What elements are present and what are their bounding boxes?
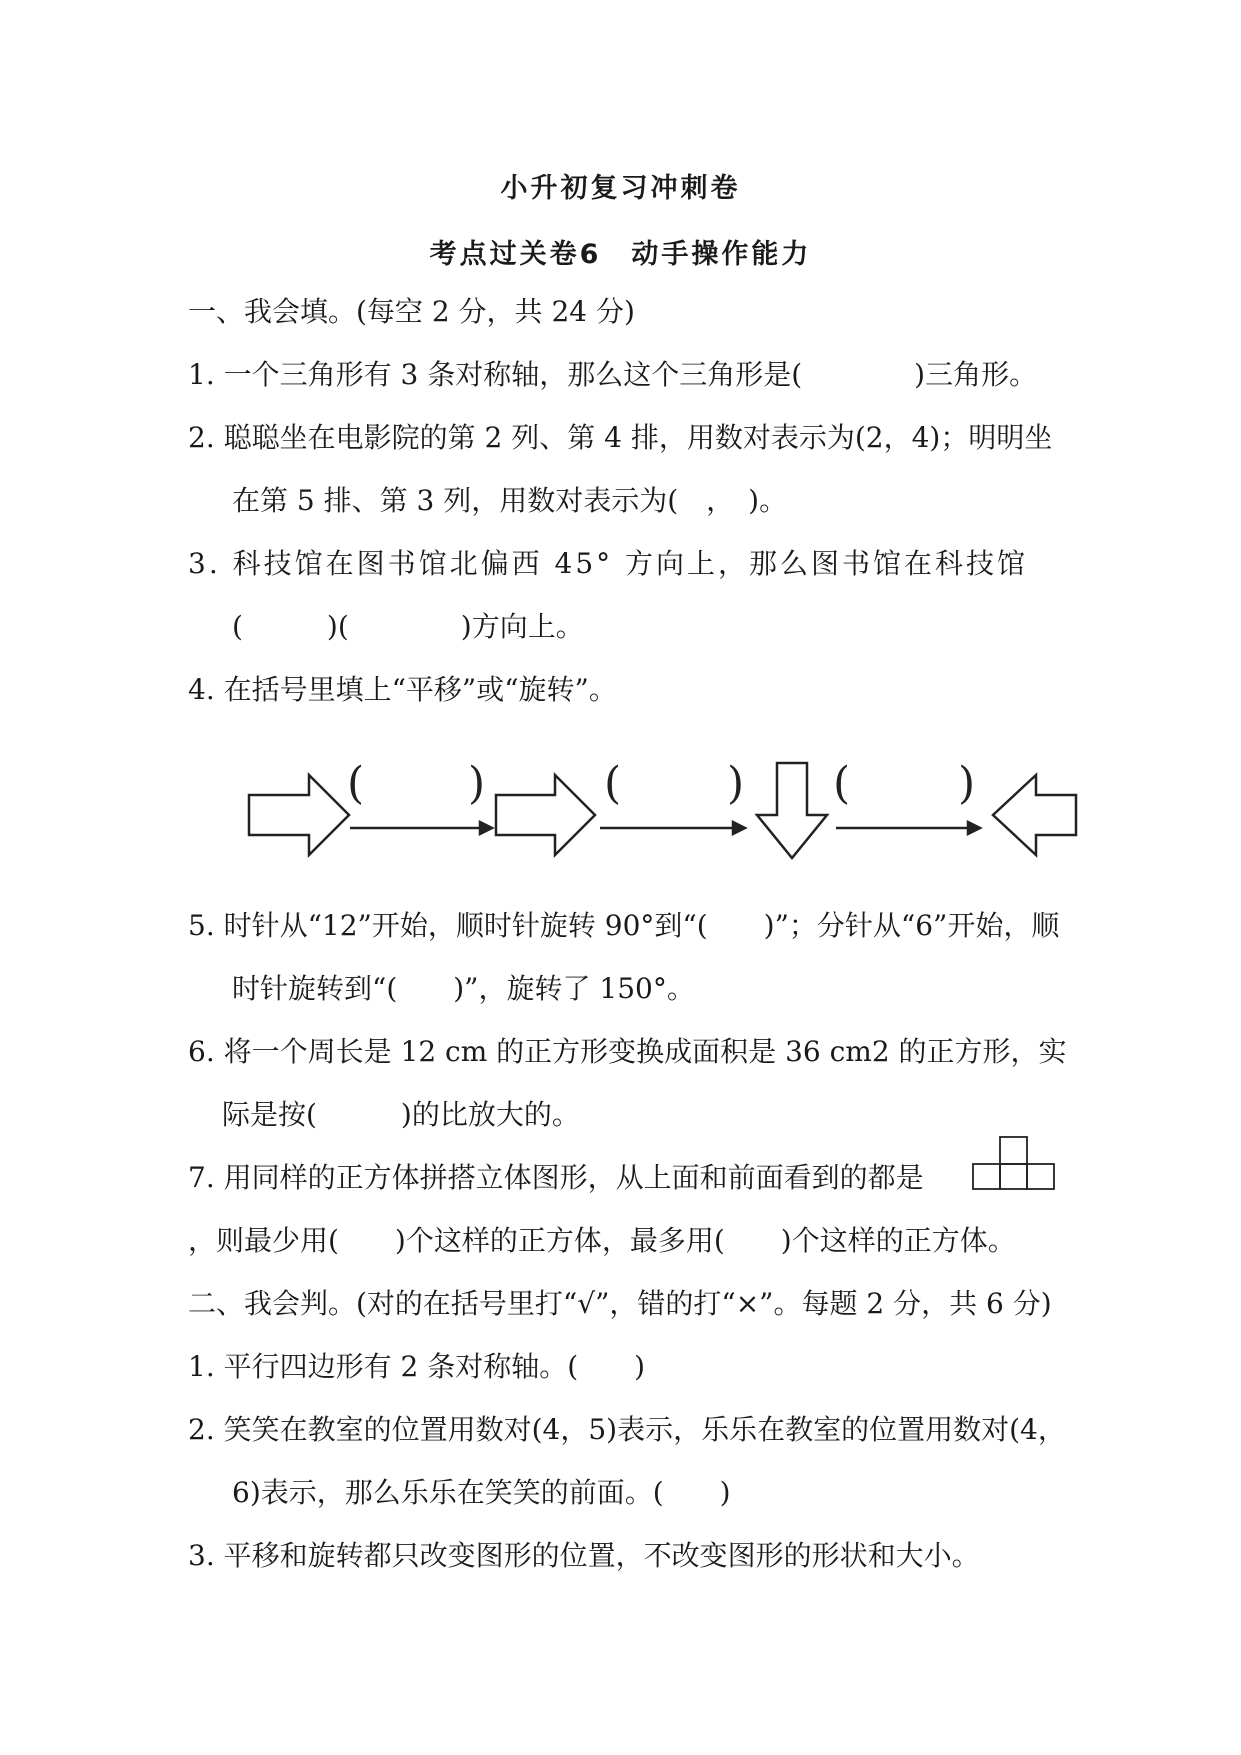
question-1-4: 4. 在括号里填上“平移”或“旋转”。	[188, 673, 617, 706]
section1-heading: 一、我会填。(每空 2 分，共 24 分)	[188, 295, 635, 328]
left-block-arrow	[993, 775, 1076, 855]
question-1-3-line1: 3. 科技馆在图书馆北偏西 45° 方向上，那么图书馆在科技馆	[188, 547, 1029, 580]
q4-paren-close-3: )	[958, 758, 976, 809]
paper-title: 小升初复习冲刺卷	[500, 173, 741, 204]
question-1-2-line2: 在第 5 排、第 3 列，用数对表示为( ， )。	[232, 484, 788, 517]
q4-paren-open-2: (	[604, 758, 622, 809]
cube-view-figure	[972, 1135, 1062, 1191]
question-1-6-line2: 际是按( )的比放大的。	[222, 1098, 580, 1131]
question-1-3-line2: ( )( )方向上。	[232, 610, 584, 643]
question-2-2-line2: 6)表示，那么乐乐在笑笑的前面。( )	[232, 1476, 731, 1509]
question-1-6-line1: 6. 将一个周长是 12 cm 的正方形变换成面积是 36 cm2 的正方形，实	[188, 1035, 1067, 1068]
q4-paren-open-3: (	[833, 758, 851, 809]
question-1-7-line1: 7. 用同样的正方体拼搭立体图形，从上面和前面看到的都是	[188, 1161, 924, 1194]
question-1-1: 1. 一个三角形有 3 条对称轴，那么这个三角形是( )三角形。	[188, 358, 1038, 391]
question-2-2-line1: 2. 笑笑在教室的位置用数对(4，5)表示，乐乐在教室的位置用数对(4，	[188, 1413, 1066, 1446]
question-1-7-line2: ，则最少用( )个这样的正方体，最多用( )个这样的正方体。	[188, 1224, 1016, 1257]
q4-paren-open-1: (	[347, 758, 365, 809]
paper-subtitle: 考点过关卷6 动手操作能力	[429, 239, 812, 270]
question-1-2-line1: 2. 聪聪坐在电影院的第 2 列、第 4 排，用数对表示为(2，4)；明明坐	[188, 421, 1053, 454]
question-2-1: 1. 平行四边形有 2 条对称轴。( )	[188, 1350, 646, 1383]
question-1-5-line2: 时针旋转到“( )”，旋转了 150°。	[232, 972, 695, 1005]
q4-paren-close-2: )	[727, 758, 745, 809]
right-block-arrow-1	[249, 775, 349, 855]
q4-paren-close-1: )	[468, 758, 486, 809]
down-block-arrow	[757, 763, 827, 858]
question-1-5-line1: 5. 时针从“12”开始，顺时针旋转 90°到“( )”；分针从“6”开始，顺	[188, 909, 1060, 942]
right-block-arrow-2	[496, 775, 595, 855]
section2-heading: 二、我会判。(对的在括号里打“√”，错的打“×”。每题 2 分，共 6 分)	[188, 1287, 1052, 1320]
question-2-3: 3. 平移和旋转都只改变图形的位置，不改变图形的形状和大小。	[188, 1539, 980, 1572]
